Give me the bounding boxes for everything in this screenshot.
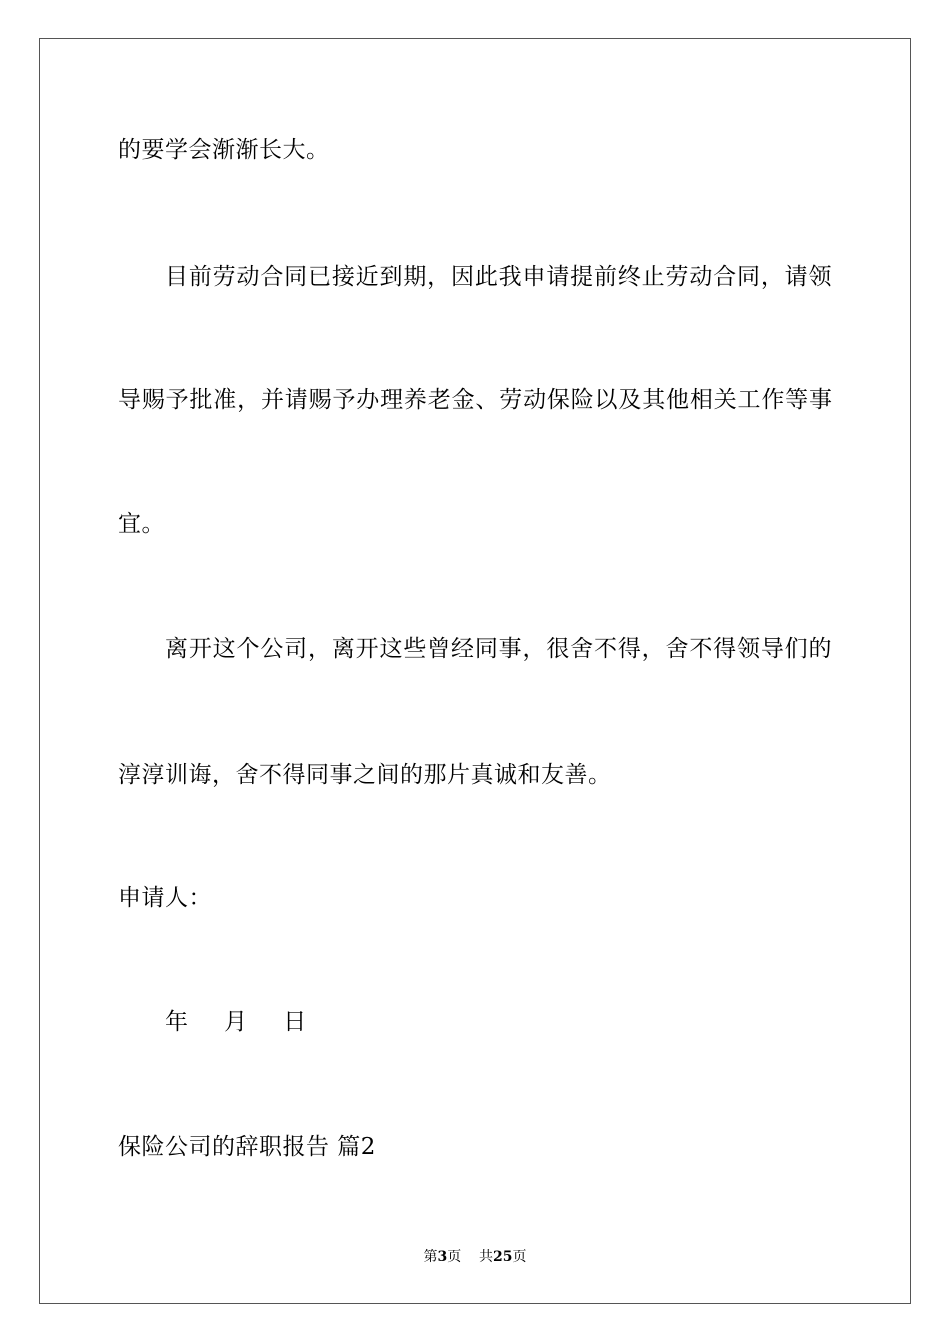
applicant-label: 申请人： [118,885,212,911]
page-prefix: 第 [423,1249,438,1265]
paragraph-line: 宜。 [118,511,165,537]
date-line [165,1007,307,1037]
total-prefix: 共 [479,1249,494,1265]
date-month: 月 [224,1009,248,1035]
paragraph-line: 离开这个公司，离开这些曾经同事，很舍不得，舍不得领导们的 [165,636,832,662]
total-pages: 25 [493,1249,513,1265]
paragraph-line: 导赐予批准，并请赐予办理养老金、劳动保险以及其他相关工作等事 [118,387,832,413]
date-day: 日 [283,1009,307,1035]
page-suffix: 页 [447,1249,462,1265]
paragraph-line: 的要学会渐渐长大。 [118,137,330,163]
paragraph-line: 目前劳动合同已接近到期，因此我申请提前终止劳动合同，请领 [165,264,832,290]
page-footer [0,1247,950,1267]
page-frame [39,38,911,1304]
section-heading: 保险公司的辞职报告 篇2 [118,1134,376,1160]
paragraph-line: 淳淳训诲，舍不得同事之间的那片真诚和友善。 [118,762,612,788]
total-suffix: 页 [512,1249,527,1265]
page-number: 3 [437,1249,448,1265]
date-year: 年 [165,1009,189,1035]
